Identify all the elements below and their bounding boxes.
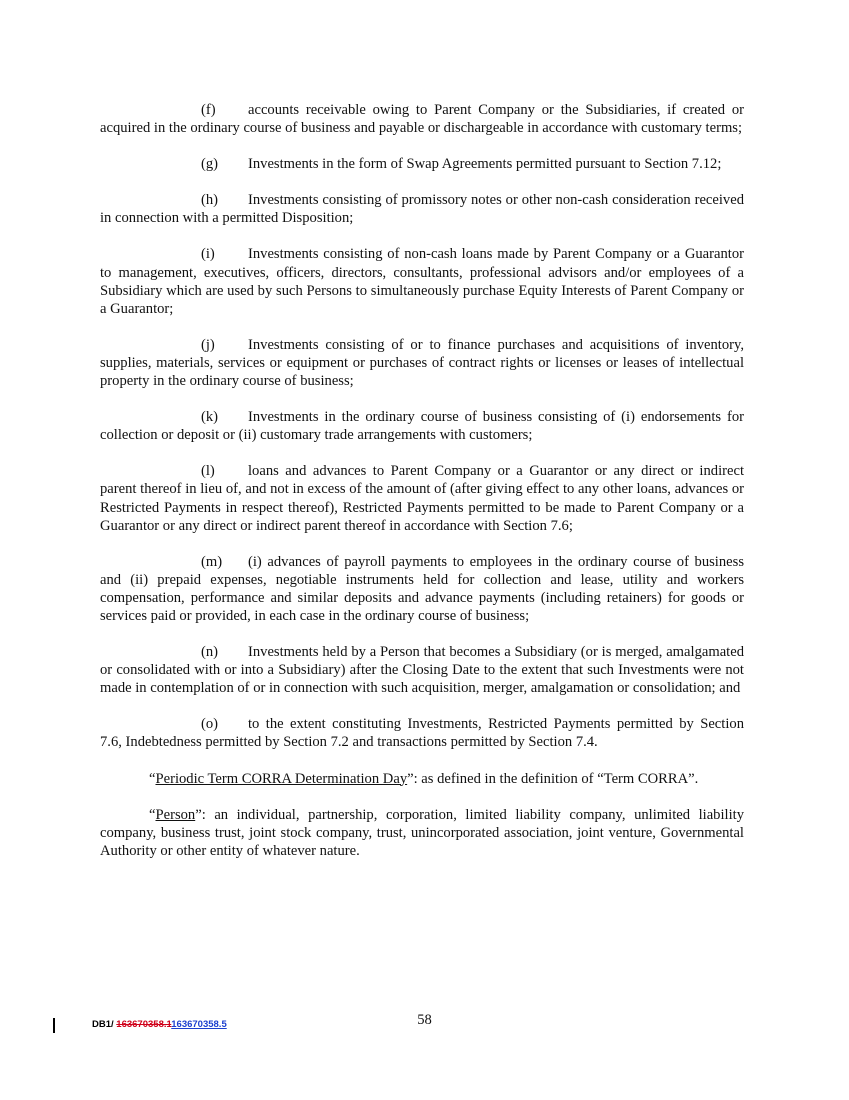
definition-text: ”: an individual, partnership, corporation, limited liability company, unlimited liability company, business trust, joint stock company, trust, unincorporated association, joint venture, Governmental Authority or other entity of whatever nature. [100, 806, 744, 859]
clause-label: (h) [201, 192, 219, 209]
clause-text: Investments held by a Person that becomes a Subsidiary (or is merged, amalgamated or consolidated with or into a Subsidiary) after the Closing Date to the extent that such Investments were not made in contemplation of or in connection with such acquisition, merger, amalgamation or consolidation; and [100, 644, 744, 697]
open-quote: “ [149, 770, 156, 787]
clause-label: (g) [201, 156, 219, 173]
clause-f [100, 101, 744, 137]
clause-l [100, 462, 744, 534]
definition-periodic-term-corra-determination-day [100, 770, 744, 788]
clause-text: (i) advances of payroll payments to employees in the ordinary course of business and (ii) prepaid expenses, negotiable instruments held for collection and lease, utility and workers compensation, performance and similar deposits and advance payments (including retainers) for goods or services paid or provided, in each case in the ordinary course of business; [100, 553, 744, 624]
clause-text: Investments in the form of Swap Agreements permitted pursuant to Section 7.12; [248, 156, 722, 173]
document-id-deleted: 163670358.1 [116, 1019, 172, 1030]
clause-label: (f) [201, 102, 216, 118]
clause-text: loans and advances to Parent Company or a Guarantor or any direct or indirect parent thereof in lieu of, and not in excess of the amount of (after giving effect to any other loans, advances or Restricted Payments in respect thereof), Restricted Payments permitted to be made to Parent Company or a Guarantor or any direct or indirect parent thereof in accordance with Section 7.6; [100, 463, 744, 534]
clause-label: (i) [201, 246, 215, 263]
clause-j [100, 336, 744, 390]
clause-label: (j) [201, 336, 215, 353]
defined-term: Periodic Term CORRA Determination Day [155, 770, 408, 787]
clause-label: (k) [201, 409, 219, 426]
document-id-inserted: 163670358.5 [171, 1019, 227, 1030]
definition-text: ”: as defined in the definition of “Term CORRA”. [407, 770, 699, 787]
clause-text: accounts receivable owing to Parent Company or the Subsidiaries, if created or acquired in the ordinary course of business and payable or dischargeable in accordance with customary terms; [100, 102, 744, 137]
clause-label: (m) [201, 553, 223, 570]
document-body [100, 101, 744, 878]
clause-n [100, 643, 744, 697]
clause-g [100, 155, 744, 173]
clause-text: Investments consisting of or to finance purchases and acquisitions of inventory, supplies, materials, services or equipment or purchases of contract rights or licenses or leases of intellectual property in the ordinary course of business; [100, 336, 744, 390]
document-id-footer [92, 1019, 227, 1030]
clause-text: to the extent constituting Investments, Restricted Payments permitted by Section 7.6, Indebtedness permitted by Section 7.2 and transactions permitted by Section 7.4. [100, 716, 744, 751]
document-id-prefix: DB1/ [92, 1019, 117, 1030]
clause-h [100, 191, 744, 227]
clause-m [100, 553, 744, 625]
clause-label: (n) [201, 644, 219, 661]
clause-text: Investments consisting of promissory notes or other non-cash consideration received in connection with a permitted Disposition; [100, 192, 744, 227]
clause-text: Investments consisting of non-cash loans made by Parent Company or a Guarantor to management, executives, officers, directors, consultants, professional advisors and/or employees of a Subsidiary which are used by such Persons to simultaneously purchase Equity Interests of Parent Company or a Guarantor; [100, 246, 744, 317]
clause-i [100, 245, 744, 317]
definition-person [100, 806, 744, 860]
clause-o [100, 715, 744, 751]
open-quote: “ [149, 806, 156, 823]
revision-change-bar [53, 1018, 55, 1033]
clause-k [100, 408, 744, 444]
page-number: 58 [417, 1012, 432, 1028]
clause-text: Investments in the ordinary course of business consisting of (i) endorsements for collection or deposit or (ii) customary trade arrangements with customers; [100, 409, 744, 444]
defined-term: Person [155, 806, 196, 823]
clause-label: (l) [201, 463, 215, 480]
clause-label: (o) [201, 716, 219, 733]
